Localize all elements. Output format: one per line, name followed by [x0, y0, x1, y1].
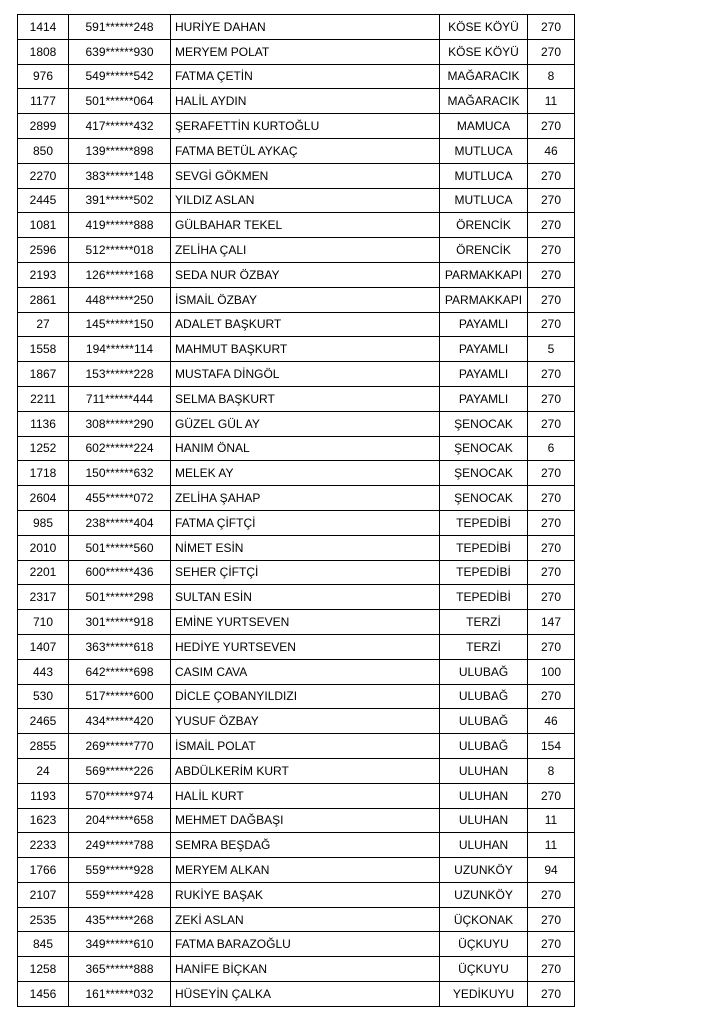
village-cell: ULUBAĞ [440, 659, 528, 684]
amount-cell: 270 [528, 932, 575, 957]
row-number-cell: 1407 [18, 634, 69, 659]
masked-id-cell: 383******148 [69, 163, 171, 188]
row-number-cell: 2201 [18, 560, 69, 585]
name-cell: FATMA BETÜL AYKAÇ [171, 138, 440, 163]
village-cell: ÜÇKUYU [440, 932, 528, 957]
row-number-cell: 1456 [18, 982, 69, 1007]
row-number-cell: 1177 [18, 89, 69, 114]
row-number-cell: 1867 [18, 362, 69, 387]
table-row [18, 882, 575, 907]
name-cell: ŞERAFETTİN KURTOĞLU [171, 114, 440, 139]
table-row [18, 461, 575, 486]
name-cell: GÜZEL GÜL AY [171, 411, 440, 436]
table-row [18, 64, 575, 89]
table-row [18, 15, 575, 40]
table-row [18, 585, 575, 610]
village-cell: UZUNKÖY [440, 882, 528, 907]
row-number-cell: 2107 [18, 882, 69, 907]
table-row [18, 783, 575, 808]
masked-id-cell: 194******114 [69, 337, 171, 362]
row-number-cell: 710 [18, 610, 69, 635]
name-cell: HANİFE BİÇKAN [171, 957, 440, 982]
row-number-cell: 1193 [18, 783, 69, 808]
amount-cell: 270 [528, 262, 575, 287]
table-row [18, 734, 575, 759]
row-number-cell: 2899 [18, 114, 69, 139]
masked-id-cell: 642******698 [69, 659, 171, 684]
name-cell: DİCLE ÇOBANYILDIZI [171, 684, 440, 709]
amount-cell: 270 [528, 386, 575, 411]
name-cell: MAHMUT BAŞKURT [171, 337, 440, 362]
row-number-cell: 1414 [18, 15, 69, 40]
name-cell: MERYEM POLAT [171, 39, 440, 64]
amount-cell: 270 [528, 213, 575, 238]
row-number-cell: 1623 [18, 808, 69, 833]
village-cell: ÜÇKONAK [440, 907, 528, 932]
masked-id-cell: 435******268 [69, 907, 171, 932]
village-cell: TERZİ [440, 610, 528, 635]
village-cell: UZUNKÖY [440, 858, 528, 883]
masked-id-cell: 434******420 [69, 709, 171, 734]
masked-id-cell: 161******032 [69, 982, 171, 1007]
masked-id-cell: 419******888 [69, 213, 171, 238]
amount-cell: 270 [528, 188, 575, 213]
masked-id-cell: 139******898 [69, 138, 171, 163]
amount-cell: 11 [528, 89, 575, 114]
amount-cell: 270 [528, 362, 575, 387]
name-cell: SEMRA BEŞDAĞ [171, 833, 440, 858]
table-row [18, 833, 575, 858]
name-cell: İSMAİL ÖZBAY [171, 287, 440, 312]
name-cell: HALİL AYDIN [171, 89, 440, 114]
amount-cell: 270 [528, 163, 575, 188]
masked-id-cell: 570******974 [69, 783, 171, 808]
row-number-cell: 1258 [18, 957, 69, 982]
masked-id-cell: 549******542 [69, 64, 171, 89]
amount-cell: 46 [528, 138, 575, 163]
name-cell: HURİYE DAHAN [171, 15, 440, 40]
amount-cell: 270 [528, 783, 575, 808]
amount-cell: 270 [528, 287, 575, 312]
name-cell: ADALET BAŞKURT [171, 312, 440, 337]
masked-id-cell: 559******928 [69, 858, 171, 883]
masked-id-cell: 602******224 [69, 436, 171, 461]
amount-cell: 8 [528, 758, 575, 783]
name-cell: MEHMET DAĞBAŞI [171, 808, 440, 833]
masked-id-cell: 204******658 [69, 808, 171, 833]
village-cell: YEDİKUYU [440, 982, 528, 1007]
table-row [18, 907, 575, 932]
amount-cell: 270 [528, 312, 575, 337]
village-cell: PARMAKKAPI [440, 262, 528, 287]
masked-id-cell: 417******432 [69, 114, 171, 139]
table-row [18, 411, 575, 436]
row-number-cell: 1766 [18, 858, 69, 883]
village-cell: ŞENOCAK [440, 436, 528, 461]
table-row [18, 982, 575, 1007]
table-row [18, 188, 575, 213]
table-row [18, 858, 575, 883]
masked-id-cell: 639******930 [69, 39, 171, 64]
masked-id-cell: 591******248 [69, 15, 171, 40]
amount-cell: 100 [528, 659, 575, 684]
name-cell: HEDİYE YURTSEVEN [171, 634, 440, 659]
masked-id-cell: 448******250 [69, 287, 171, 312]
village-cell: ÜÇKUYU [440, 957, 528, 982]
village-cell: TEPEDİBİ [440, 585, 528, 610]
row-number-cell: 1136 [18, 411, 69, 436]
amount-cell: 270 [528, 114, 575, 139]
amount-cell: 11 [528, 833, 575, 858]
village-cell: TEPEDİBİ [440, 510, 528, 535]
amount-cell: 270 [528, 238, 575, 263]
masked-id-cell: 363******618 [69, 634, 171, 659]
table-row [18, 39, 575, 64]
village-cell: ŞENOCAK [440, 411, 528, 436]
village-cell: TERZİ [440, 634, 528, 659]
row-number-cell: 1718 [18, 461, 69, 486]
masked-id-cell: 391******502 [69, 188, 171, 213]
village-cell: ULUHAN [440, 758, 528, 783]
table-row [18, 163, 575, 188]
amount-cell: 270 [528, 510, 575, 535]
table-row [18, 684, 575, 709]
name-cell: MERYEM ALKAN [171, 858, 440, 883]
village-cell: MAMUCA [440, 114, 528, 139]
name-cell: SEDA NUR ÖZBAY [171, 262, 440, 287]
village-cell: MAĞARACIK [440, 64, 528, 89]
name-cell: YILDIZ ASLAN [171, 188, 440, 213]
amount-cell: 8 [528, 64, 575, 89]
table-row [18, 659, 575, 684]
name-cell: HALİL KURT [171, 783, 440, 808]
amount-cell: 270 [528, 957, 575, 982]
village-cell: ULUBAĞ [440, 734, 528, 759]
masked-id-cell: 569******226 [69, 758, 171, 783]
row-number-cell: 1558 [18, 337, 69, 362]
name-cell: NİMET ESİN [171, 535, 440, 560]
row-number-cell: 1081 [18, 213, 69, 238]
village-cell: MAĞARACIK [440, 89, 528, 114]
masked-id-cell: 238******404 [69, 510, 171, 535]
row-number-cell: 1252 [18, 436, 69, 461]
table-row [18, 510, 575, 535]
amount-cell: 270 [528, 684, 575, 709]
row-number-cell: 2211 [18, 386, 69, 411]
row-number-cell: 2535 [18, 907, 69, 932]
name-cell: SELMA BAŞKURT [171, 386, 440, 411]
amount-cell: 154 [528, 734, 575, 759]
masked-id-cell: 145******150 [69, 312, 171, 337]
row-number-cell: 443 [18, 659, 69, 684]
amount-cell: 270 [528, 560, 575, 585]
amount-cell: 11 [528, 808, 575, 833]
amount-cell: 270 [528, 39, 575, 64]
amount-cell: 6 [528, 436, 575, 461]
row-number-cell: 2270 [18, 163, 69, 188]
name-cell: ZELİHA ŞAHAP [171, 486, 440, 511]
amount-cell: 94 [528, 858, 575, 883]
amount-cell: 270 [528, 411, 575, 436]
table-row [18, 312, 575, 337]
village-cell: ÖRENCİK [440, 238, 528, 263]
name-cell: GÜLBAHAR TEKEL [171, 213, 440, 238]
amount-cell: 270 [528, 634, 575, 659]
table-row [18, 535, 575, 560]
masked-id-cell: 269******770 [69, 734, 171, 759]
name-cell: SEHER ÇİFTÇİ [171, 560, 440, 585]
masked-id-cell: 600******436 [69, 560, 171, 585]
village-cell: PAYAMLI [440, 312, 528, 337]
table-row [18, 362, 575, 387]
village-cell: ULUHAN [440, 833, 528, 858]
village-cell: PAYAMLI [440, 337, 528, 362]
row-number-cell: 2861 [18, 287, 69, 312]
amount-cell: 270 [528, 486, 575, 511]
table-row [18, 386, 575, 411]
table-row [18, 436, 575, 461]
masked-id-cell: 365******888 [69, 957, 171, 982]
village-cell: TEPEDİBİ [440, 535, 528, 560]
row-number-cell: 2596 [18, 238, 69, 263]
name-cell: HANIM ÖNAL [171, 436, 440, 461]
table-row [18, 808, 575, 833]
row-number-cell: 2855 [18, 734, 69, 759]
name-cell: CASIM CAVA [171, 659, 440, 684]
masked-id-cell: 501******560 [69, 535, 171, 560]
table-row [18, 709, 575, 734]
table-row [18, 89, 575, 114]
table-row [18, 287, 575, 312]
village-cell: KÖSE KÖYÜ [440, 15, 528, 40]
masked-id-cell: 512******018 [69, 238, 171, 263]
amount-cell: 270 [528, 982, 575, 1007]
row-number-cell: 24 [18, 758, 69, 783]
table-row [18, 932, 575, 957]
name-cell: ZELİHA ÇALI [171, 238, 440, 263]
masked-id-cell: 517******600 [69, 684, 171, 709]
masked-id-cell: 249******788 [69, 833, 171, 858]
row-number-cell: 2604 [18, 486, 69, 511]
amount-cell: 46 [528, 709, 575, 734]
masked-id-cell: 501******298 [69, 585, 171, 610]
row-number-cell: 1808 [18, 39, 69, 64]
row-number-cell: 2193 [18, 262, 69, 287]
masked-id-cell: 349******610 [69, 932, 171, 957]
row-number-cell: 2233 [18, 833, 69, 858]
village-cell: ULUBAĞ [440, 709, 528, 734]
beneficiary-table [17, 14, 575, 1007]
masked-id-cell: 126******168 [69, 262, 171, 287]
amount-cell: 270 [528, 535, 575, 560]
masked-id-cell: 301******918 [69, 610, 171, 635]
masked-id-cell: 711******444 [69, 386, 171, 411]
table-row [18, 262, 575, 287]
table-row [18, 486, 575, 511]
masked-id-cell: 153******228 [69, 362, 171, 387]
table-row [18, 957, 575, 982]
row-number-cell: 985 [18, 510, 69, 535]
row-number-cell: 530 [18, 684, 69, 709]
table-row [18, 114, 575, 139]
masked-id-cell: 150******632 [69, 461, 171, 486]
village-cell: KÖSE KÖYÜ [440, 39, 528, 64]
name-cell: MELEK AY [171, 461, 440, 486]
name-cell: RUKİYE BAŞAK [171, 882, 440, 907]
table-body [18, 15, 575, 1007]
amount-cell: 270 [528, 907, 575, 932]
amount-cell: 147 [528, 610, 575, 635]
village-cell: PAYAMLI [440, 386, 528, 411]
row-number-cell: 2010 [18, 535, 69, 560]
row-number-cell: 2445 [18, 188, 69, 213]
village-cell: ULUBAĞ [440, 684, 528, 709]
table-row [18, 213, 575, 238]
name-cell: FATMA ÇİFTÇİ [171, 510, 440, 535]
village-cell: ŞENOCAK [440, 461, 528, 486]
row-number-cell: 2317 [18, 585, 69, 610]
name-cell: FATMA BARAZOĞLU [171, 932, 440, 957]
row-number-cell: 850 [18, 138, 69, 163]
row-number-cell: 2465 [18, 709, 69, 734]
name-cell: ABDÜLKERİM KURT [171, 758, 440, 783]
amount-cell: 5 [528, 337, 575, 362]
name-cell: SEVGİ GÖKMEN [171, 163, 440, 188]
row-number-cell: 845 [18, 932, 69, 957]
village-cell: ÖRENCİK [440, 213, 528, 238]
amount-cell: 270 [528, 461, 575, 486]
name-cell: MUSTAFA DİNGÖL [171, 362, 440, 387]
table-row [18, 337, 575, 362]
village-cell: PAYAMLI [440, 362, 528, 387]
row-number-cell: 976 [18, 64, 69, 89]
village-cell: TEPEDİBİ [440, 560, 528, 585]
table-row [18, 758, 575, 783]
masked-id-cell: 501******064 [69, 89, 171, 114]
name-cell: EMİNE YURTSEVEN [171, 610, 440, 635]
village-cell: ŞENOCAK [440, 486, 528, 511]
name-cell: HÜSEYİN ÇALKA [171, 982, 440, 1007]
table-row [18, 238, 575, 263]
amount-cell: 270 [528, 15, 575, 40]
village-cell: PARMAKKAPI [440, 287, 528, 312]
village-cell: MUTLUCA [440, 188, 528, 213]
village-cell: ULUHAN [440, 783, 528, 808]
table-row [18, 610, 575, 635]
name-cell: İSMAİL POLAT [171, 734, 440, 759]
table-row [18, 138, 575, 163]
village-cell: ULUHAN [440, 808, 528, 833]
amount-cell: 270 [528, 882, 575, 907]
village-cell: MUTLUCA [440, 138, 528, 163]
amount-cell: 270 [528, 585, 575, 610]
name-cell: SULTAN ESİN [171, 585, 440, 610]
table-row [18, 560, 575, 585]
masked-id-cell: 455******072 [69, 486, 171, 511]
name-cell: FATMA ÇETİN [171, 64, 440, 89]
name-cell: ZEKİ ASLAN [171, 907, 440, 932]
masked-id-cell: 559******428 [69, 882, 171, 907]
table-row [18, 634, 575, 659]
village-cell: MUTLUCA [440, 163, 528, 188]
row-number-cell: 27 [18, 312, 69, 337]
masked-id-cell: 308******290 [69, 411, 171, 436]
name-cell: YUSUF ÖZBAY [171, 709, 440, 734]
